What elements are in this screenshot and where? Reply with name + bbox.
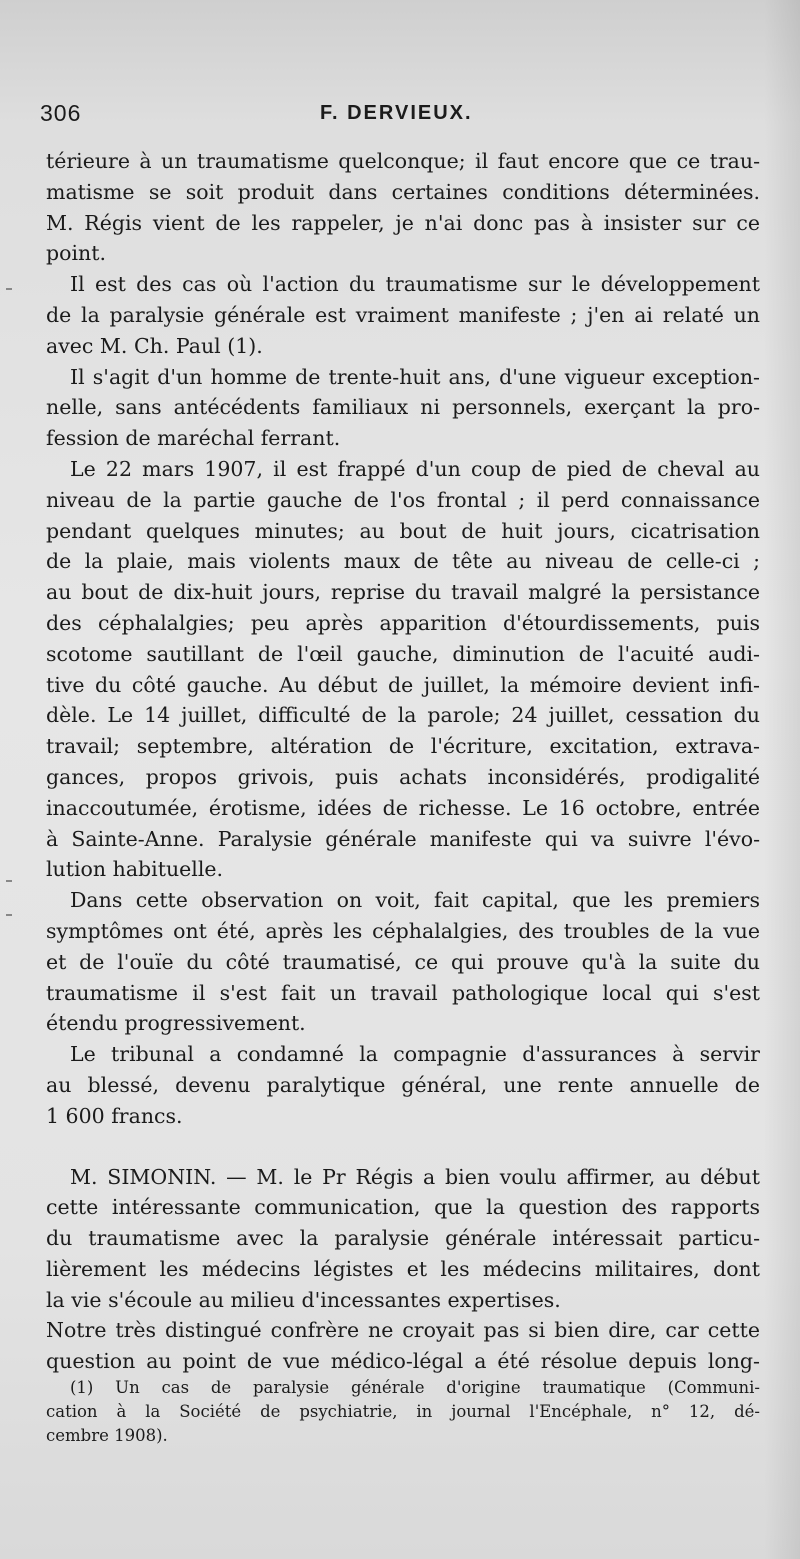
text-line: Dans cette observation on voit, fait capital, que les premiers (70, 888, 760, 913)
text-line: la vie s'écoule au milieu d'incessantes expertises. (46, 1287, 561, 1312)
text-line: gances, propos grivois, puis achats inconsidérés, prodigalité (46, 764, 760, 789)
text-line: 1 600 francs. (46, 1103, 183, 1128)
footnote (46, 1376, 760, 1448)
page-header (40, 98, 760, 134)
text-line: pendant quelques minutes; au bout de huit jours, cicatrisation (46, 518, 760, 543)
text-line: et de l'ouïe du côté traumatisé, ce qui prouve qu'à la suite du (46, 949, 760, 974)
text-line: cette intéressante communication, que la question des rapports (46, 1195, 760, 1220)
text-line: traumatisme il s'est fait un travail pathologique local qui s'est (46, 980, 760, 1005)
page-edge-shadow (764, 0, 800, 1559)
text-line: étendu progressivement. (46, 1011, 306, 1036)
text-line: M. Régis vient de les rappeler, je n'ai donc pas à insister sur ce (46, 210, 760, 235)
text-line: dèle. Le 14 juillet, difficulté de la parole; 24 juillet, cessation du (46, 703, 760, 728)
text-line: inaccoutumée, érotisme, idées de richesse. Le 16 octobre, entrée (46, 795, 760, 820)
text-line: Il s'agit d'un homme de trente-huit ans, d'une vigueur exception- (70, 364, 760, 389)
text-line: M. SIMONIN. — M. le Pr Régis a bien voulu affirmer, au début (70, 1164, 760, 1189)
text-line: térieure à un traumatisme quelconque; il faut encore que ce trau- (46, 149, 760, 173)
text-line: symptômes ont été, après les céphalalgies, des troubles de la vue (46, 918, 760, 943)
text-line: question au point de vue médico-légal a été résolue depuis long- (46, 1349, 760, 1374)
text-line: de la plaie, mais violents maux de tête au niveau de celle-ci ; (46, 549, 760, 574)
page-number: 306 (40, 100, 82, 126)
text-line: niveau de la partie gauche de l'os frontal ; il perd connaissance (46, 487, 760, 512)
footnote-line: cembre 1908). (46, 1426, 168, 1445)
margin-mark (6, 880, 12, 882)
text-line: au bout de dix-huit jours, reprise du travail malgré la persistance (46, 580, 760, 605)
text-line: Le tribunal a condamné la compagnie d'assurances à servir (70, 1042, 760, 1067)
body-text (46, 146, 760, 1377)
text-line: du traumatisme avec la paralysie générale intéressait particu- (46, 1226, 760, 1251)
text-line: lution habituelle. (46, 857, 224, 882)
text-line: des céphalalgies; peu après apparition d'étourdissements, puis (46, 610, 760, 635)
text-line: avec M. Ch. Paul (1). (46, 333, 263, 358)
text-line: fession de maréchal ferrant. (46, 426, 341, 451)
text-line: de la paralysie générale est vraiment manifeste ; j'en ai relaté un (46, 302, 760, 327)
text-line: scotome sautillant de l'œil gauche, diminution de l'acuité audi- (46, 641, 760, 666)
text-line: nelle, sans antécédents familiaux ni personnels, exerçant la pro- (46, 395, 760, 420)
text-line: Il est des cas où l'action du traumatisme sur le développement (70, 272, 760, 297)
text-line: au blessé, devenu paralytique général, une rente annuelle de (46, 1072, 760, 1097)
text-line: point. (46, 241, 106, 266)
text-line: Le 22 mars 1907, il est frappé d'un coup de pied de cheval au (70, 456, 760, 481)
text-line: Notre très distingué confrère ne croyait pas si bien dire, car cette (46, 1318, 760, 1343)
text-line: matisme se soit produit dans certaines conditions déterminées. (46, 179, 760, 204)
text-line: travail; septembre, altération de l'écriture, excitation, extrava- (46, 734, 760, 759)
margin-mark (6, 914, 12, 916)
text-line: à Sainte-Anne. Paralysie générale manifeste qui va suivre l'évo- (46, 826, 760, 851)
text-line: tive du côté gauche. Au début de juillet, la mémoire devient infi- (46, 672, 760, 697)
footnote-line: (1) Un cas de paralysie générale d'origine traumatique (Communi- (70, 1378, 760, 1397)
margin-mark (6, 288, 12, 290)
running-title: F. DERVIEUX. (320, 102, 473, 124)
footnote-line: cation à la Société de psychiatrie, in journal l'Encéphale, n° 12, dé- (46, 1402, 760, 1421)
text-line: lièrement les médecins légistes et les médecins militaires, dont (46, 1256, 760, 1281)
